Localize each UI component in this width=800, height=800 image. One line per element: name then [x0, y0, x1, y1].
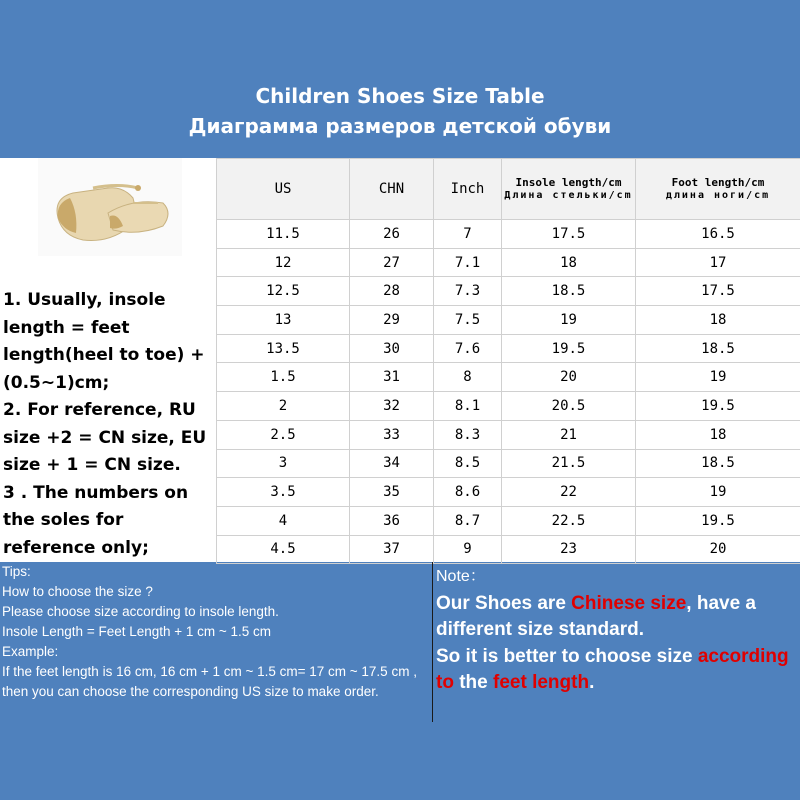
table-row — [217, 535, 800, 564]
table-cell: 4.5 — [217, 535, 350, 564]
table-cell: 7.3 — [434, 277, 502, 306]
note-feet-length: feet length — [493, 672, 590, 693]
table-cell: 20.5 — [502, 392, 636, 421]
table-cell: 32 — [350, 392, 434, 421]
table-cell: 8.3 — [434, 420, 502, 449]
table-cell: 37 — [350, 535, 434, 564]
size-table — [216, 158, 800, 562]
tips-panel — [0, 562, 432, 722]
tips-line-5: If the feet length is 16 cm, 16 cm + 1 cm ~ 1.5 cm= 17 cm ~ 17.5 cm , then you can choose the corresponding US size to make order. — [2, 664, 417, 699]
table-cell: 18 — [636, 420, 800, 449]
table-cell: 19 — [502, 306, 636, 335]
table-cell: 21 — [502, 420, 636, 449]
tips-line-3: Insole Length = Feet Length + 1 cm ~ 1.5 cm — [2, 624, 272, 639]
table-cell: 7.5 — [434, 306, 502, 335]
tips-line-1: How to choose the size ? — [2, 584, 153, 599]
header-chn: CHN — [350, 159, 434, 220]
table-cell: 20 — [502, 363, 636, 392]
table-cell: 26 — [350, 220, 434, 249]
table-cell: 11.5 — [217, 220, 350, 249]
table-cell: 18 — [502, 248, 636, 277]
table-cell: 8.7 — [434, 506, 502, 535]
table-cell: 8.6 — [434, 478, 502, 507]
header-foot-ru: длина ноги/cm — [665, 190, 771, 201]
note-panel — [436, 564, 798, 697]
tips-line-4: Example: — [2, 644, 59, 659]
table-cell: 3 — [217, 449, 350, 478]
table-row — [217, 363, 800, 392]
usage-notes — [3, 287, 215, 562]
table-cell: 19.5 — [502, 334, 636, 363]
table-cell: 3.5 — [217, 478, 350, 507]
table-row — [217, 478, 800, 507]
table-cell: 16.5 — [636, 220, 800, 249]
header-foot-en: Foot length/cm — [671, 176, 765, 189]
table-cell: 17 — [636, 248, 800, 277]
note-chinese-size: Chinese size — [571, 592, 687, 614]
table-cell: 20 — [636, 535, 800, 564]
header-us: US — [217, 159, 350, 220]
table-cell: 19 — [636, 363, 800, 392]
table-cell: 4 — [217, 506, 350, 535]
table-cell: 17.5 — [502, 220, 636, 249]
table-cell: 35 — [350, 478, 434, 507]
note-s3: , have a different size standard. — [436, 592, 756, 640]
table-row — [217, 248, 800, 277]
table-row — [217, 506, 800, 535]
table-cell: 19.5 — [636, 506, 800, 535]
note-text-2 — [436, 644, 798, 697]
tips-line-2: Please choose size according to insole length. — [2, 604, 279, 619]
table-row — [217, 334, 800, 363]
table-row — [217, 449, 800, 478]
table-cell: 30 — [350, 334, 434, 363]
table-cell: 29 — [350, 306, 434, 335]
table-cell: 23 — [502, 535, 636, 564]
table-cell: 31 — [350, 363, 434, 392]
panel-divider — [432, 562, 433, 722]
note-s1: Our Shoes are — [436, 592, 572, 614]
table-cell: 8 — [434, 363, 502, 392]
table-cell: 18 — [636, 306, 800, 335]
header-insole-ru: Длина стельки/cm — [504, 190, 633, 201]
table-row — [217, 306, 800, 335]
table-cell: 34 — [350, 449, 434, 478]
table-cell: 9 — [434, 535, 502, 564]
note-according-to: according to — [436, 645, 789, 693]
table-cell: 13.5 — [217, 334, 350, 363]
note-label: Note： — [436, 568, 486, 585]
table-row — [217, 392, 800, 421]
table-header-row — [217, 159, 800, 220]
note-text — [436, 591, 798, 644]
header-foot — [636, 159, 800, 220]
table-cell: 21.5 — [502, 449, 636, 478]
table-cell: 2 — [217, 392, 350, 421]
table-cell: 19 — [636, 478, 800, 507]
table-row — [217, 277, 800, 306]
table-row — [217, 220, 800, 249]
table-cell: 28 — [350, 277, 434, 306]
header-insole-en: Insole length/cm — [515, 176, 622, 189]
table-cell: 12 — [217, 248, 350, 277]
table-cell: 17.5 — [636, 277, 800, 306]
note-s4: So it is better to choose size — [436, 645, 698, 667]
note-3: 3 . The numbers on the soles for reference only; — [3, 482, 189, 558]
table-cell: 18.5 — [636, 449, 800, 478]
table-row — [217, 420, 800, 449]
shoe-image — [38, 158, 182, 256]
header — [0, 0, 800, 158]
table-cell: 22.5 — [502, 506, 636, 535]
table-cell: 7.1 — [434, 248, 502, 277]
table-cell: 36 — [350, 506, 434, 535]
table-cell: 27 — [350, 248, 434, 277]
table-cell: 22 — [502, 478, 636, 507]
table-cell: 19.5 — [636, 392, 800, 421]
header-inch: Inch — [434, 159, 502, 220]
table-cell: 8.5 — [434, 449, 502, 478]
title-english: Children Shoes Size Table — [255, 84, 545, 108]
note-s6: the — [453, 672, 493, 693]
table-cell: 7 — [434, 220, 502, 249]
table-cell: 12.5 — [217, 277, 350, 306]
table-cell: 2.5 — [217, 420, 350, 449]
table-cell: 13 — [217, 306, 350, 335]
note-2: 2. For reference, RU size +2 = CN size, EU size + 1 = CN size. — [3, 400, 207, 475]
table-cell: 1.5 — [217, 363, 350, 392]
header-insole — [502, 159, 636, 220]
note-s8: . — [589, 672, 595, 693]
table-cell: 18.5 — [636, 334, 800, 363]
tips-label: Tips: — [2, 564, 31, 579]
table-cell: 8.1 — [434, 392, 502, 421]
table-cell: 7.6 — [434, 334, 502, 363]
title-russian: Диаграмма размеров детской обуви — [188, 114, 612, 138]
table-cell: 33 — [350, 420, 434, 449]
table-cell: 18.5 — [502, 277, 636, 306]
note-1: 1. Usually, insole length = feet length(heel to toe) + (0.5~1)cm; — [3, 290, 205, 393]
